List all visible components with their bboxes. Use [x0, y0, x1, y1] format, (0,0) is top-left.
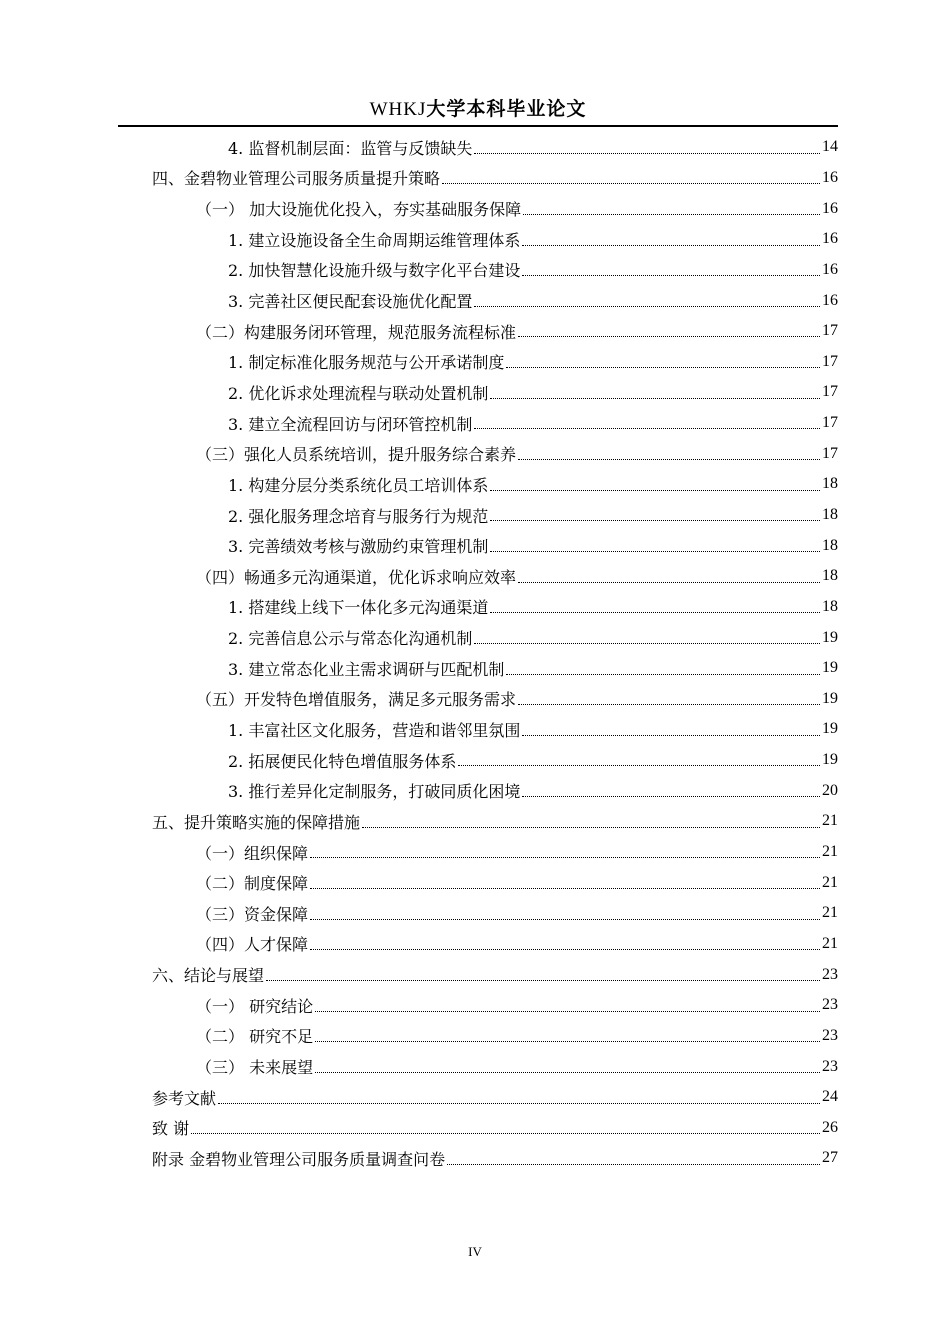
toc-entry-page: 27: [822, 1149, 838, 1167]
toc-entry-page: 21: [822, 873, 838, 891]
toc-leader-dots: [474, 152, 820, 154]
toc-leader-dots: [191, 1132, 820, 1134]
header-latin: WHKJ: [369, 99, 427, 120]
toc-entry-label: 3. 建立全流程回访与闭环管控机制: [228, 414, 473, 434]
toc-leader-dots: [315, 1040, 820, 1042]
toc-entry-label: （一） 研究结论: [196, 996, 314, 1016]
toc-leader-dots: [522, 244, 820, 246]
toc-entry-label: 四、金碧物业管理公司服务质量提升策略: [152, 169, 441, 189]
toc-leader-dots: [518, 335, 820, 337]
toc-entry-label: 五、提升策略实施的保障措施: [152, 812, 361, 832]
toc-leader-dots: [442, 182, 820, 184]
toc-entry-label: 1. 构建分层分类系统化员工培训体系: [228, 475, 489, 495]
toc-entry-page: 14: [822, 138, 838, 156]
toc-leader-dots: [266, 979, 820, 981]
toc-leader-dots: [310, 948, 820, 950]
page-header: [118, 96, 838, 122]
toc-entry-label: 3. 建立常态化业主需求调研与匹配机制: [228, 659, 505, 679]
toc-entry[interactable]: [152, 622, 838, 653]
toc-entry-page: 23: [822, 996, 838, 1014]
toc-entry[interactable]: [152, 438, 838, 469]
toc-entry-label: 六、结论与展望: [152, 966, 265, 986]
toc-entry-page: 21: [822, 934, 838, 952]
toc-leader-dots: [518, 581, 820, 583]
toc-leader-dots: [522, 795, 820, 797]
toc-entry-label: （三） 未来展望: [196, 1058, 314, 1078]
toc-entry-page: 19: [822, 628, 838, 646]
toc-entry-label: （二） 研究不足: [196, 1027, 314, 1047]
toc-leader-dots: [218, 1102, 820, 1104]
toc-entry-label: （一）组织保障: [196, 843, 309, 863]
toc-entry[interactable]: [152, 408, 838, 439]
toc-leader-dots: [490, 611, 820, 613]
toc-entry-label: 3. 完善社区便民配套设施优化配置: [228, 292, 473, 312]
toc-leader-dots: [518, 703, 820, 705]
toc-entry[interactable]: [152, 959, 838, 990]
header-title: 大学本科毕业论文: [426, 98, 587, 120]
toc-entry[interactable]: [152, 255, 838, 286]
toc-entry-page: 24: [822, 1088, 838, 1106]
toc-entry-label: 1. 建立设施设备全生命周期运维管理体系: [228, 230, 521, 250]
toc-entry[interactable]: [152, 193, 838, 224]
toc-entry-label: 参考文献: [152, 1088, 217, 1108]
toc-entry-page: 18: [822, 597, 838, 615]
toc-entry-label: 3. 完善绩效考核与激励约束管理机制: [228, 537, 489, 557]
toc-entry-label: 2. 加快智慧化设施升级与数字化平台建设: [228, 261, 521, 281]
toc-leader-dots: [315, 1071, 820, 1073]
page-number: IV: [468, 1244, 482, 1259]
toc-entry[interactable]: [152, 285, 838, 316]
toc-leader-dots: [506, 673, 820, 675]
toc-entry-page: 16: [822, 260, 838, 278]
toc-entry[interactable]: [152, 224, 838, 255]
toc-leader-dots: [474, 427, 820, 429]
toc-leader-dots: [362, 826, 820, 828]
toc-entry[interactable]: [152, 867, 838, 898]
toc-entry-page: 18: [822, 567, 838, 585]
toc-entry-page: 18: [822, 475, 838, 493]
toc-entry-page: 21: [822, 812, 838, 830]
toc-entry[interactable]: [152, 653, 838, 684]
toc-leader-dots: [474, 305, 820, 307]
toc-entry-page: 16: [822, 230, 838, 248]
toc-entry-page: 26: [822, 1118, 838, 1136]
toc-entry-label: （五）开发特色增值服务，满足多元服务需求: [196, 690, 517, 710]
toc-entry-page: 16: [822, 168, 838, 186]
toc-entry[interactable]: [152, 929, 838, 960]
toc-entry[interactable]: [152, 530, 838, 561]
toc-entry[interactable]: [152, 163, 838, 194]
toc-leader-dots: [522, 274, 820, 276]
toc-entry-label: 3. 推行差异化定制服务，打破同质化困境: [228, 782, 521, 802]
toc-entry-page: 18: [822, 536, 838, 554]
toc-entry-page: 19: [822, 659, 838, 677]
toc-entry[interactable]: [152, 500, 838, 531]
toc-entry-page: 19: [822, 689, 838, 707]
toc-entry-label: （二）构建服务闭环管理，规范服务流程标准: [196, 322, 517, 342]
toc-entry-label: 2. 拓展便民化特色增值服务体系: [228, 751, 457, 771]
toc-entry[interactable]: [152, 1113, 838, 1144]
toc-entry-label: （一） 加大设施优化投入，夯实基础服务保障: [196, 200, 522, 220]
toc-entry-label: （三）强化人员系统培训，提升服务综合素养: [196, 445, 517, 465]
toc-entry-page: 18: [822, 506, 838, 523]
toc-leader-dots: [490, 489, 820, 491]
toc-entry[interactable]: [152, 1051, 838, 1082]
toc-entry-page: 19: [822, 720, 838, 738]
toc-leader-dots: [474, 642, 820, 644]
toc-entry-page: 23: [822, 1057, 838, 1075]
toc-entry-label: 2. 完善信息公示与常态化沟通机制: [228, 629, 473, 649]
toc-entry[interactable]: [152, 1021, 838, 1052]
toc-leader-dots: [310, 856, 820, 858]
toc-entry[interactable]: [152, 561, 838, 592]
toc-entry[interactable]: [152, 714, 838, 745]
toc-entry-page: 17: [822, 322, 838, 340]
toc-leader-dots: [490, 550, 820, 552]
toc-entry-label: （四）畅通多元沟通渠道，优化诉求响应效率: [196, 567, 517, 587]
toc-leader-dots: [310, 887, 820, 889]
toc-entry-label: 1. 搭建线上线下一体化多元沟通渠道: [228, 598, 489, 618]
toc-entry[interactable]: [152, 898, 838, 929]
toc-leader-dots: [458, 764, 820, 766]
toc-entry[interactable]: [152, 469, 838, 500]
toc-entry-label: 1. 制定标准化服务规范与公开承诺制度: [228, 353, 505, 373]
toc-entry-label: 4. 监督机制层面：监管与反馈缺失: [228, 138, 473, 158]
toc-entry-label: （二）制度保障: [196, 874, 309, 894]
toc-entry[interactable]: [152, 377, 838, 408]
toc-entry-page: 20: [822, 781, 838, 799]
toc-entry-page: 17: [822, 383, 838, 401]
toc-entry[interactable]: [152, 806, 838, 837]
toc-entry-label: 2. 优化诉求处理流程与联动处置机制: [228, 383, 489, 403]
toc-entry-label: 致 谢: [152, 1119, 190, 1139]
toc-entry-page: 17: [822, 444, 838, 462]
table-of-contents: [152, 132, 838, 1174]
toc-entry[interactable]: [152, 775, 838, 806]
toc-entry[interactable]: [152, 745, 838, 776]
toc-leader-dots: [490, 519, 820, 521]
toc-entry-page: 21: [822, 904, 838, 922]
toc-entry-page: 17: [822, 352, 838, 370]
toc-entry-page: 16: [822, 291, 838, 309]
toc-leader-dots: [490, 397, 820, 399]
toc-entry[interactable]: [152, 592, 838, 623]
toc-entry-label: 2. 强化服务理念培育与服务行为规范: [228, 506, 489, 526]
toc-entry-label: （四）人才保障: [196, 935, 309, 955]
toc-entry[interactable]: [152, 346, 838, 377]
toc-leader-dots: [506, 366, 820, 368]
toc-leader-dots: [518, 458, 820, 460]
toc-leader-dots: [315, 1010, 820, 1012]
toc-leader-dots: [522, 734, 820, 736]
toc-entry-page: 23: [822, 1026, 838, 1044]
toc-entry-page: 21: [822, 843, 838, 861]
toc-entry-label: 附录 金碧物业管理公司服务质量调查问卷: [152, 1149, 446, 1169]
toc-entry-label: 1. 丰富社区文化服务，营造和谐邻里氛围: [228, 720, 521, 740]
toc-entry[interactable]: [152, 1082, 838, 1113]
toc-entry[interactable]: [152, 684, 838, 715]
toc-entry[interactable]: [152, 837, 838, 868]
toc-entry-page: 17: [822, 414, 838, 432]
toc-entry-label: （三）资金保障: [196, 904, 309, 924]
toc-entry-page: 23: [822, 965, 838, 983]
header-rule: [118, 125, 838, 127]
toc-entry[interactable]: [152, 990, 838, 1021]
toc-entry-page: 16: [822, 199, 838, 217]
toc-leader-dots: [310, 918, 820, 920]
toc-entry[interactable]: [152, 316, 838, 347]
toc-entry-page: 19: [822, 751, 838, 769]
toc-leader-dots: [523, 213, 820, 215]
toc-leader-dots: [447, 1163, 820, 1165]
toc-entry[interactable]: [152, 132, 838, 163]
toc-entry[interactable]: [152, 1143, 838, 1174]
